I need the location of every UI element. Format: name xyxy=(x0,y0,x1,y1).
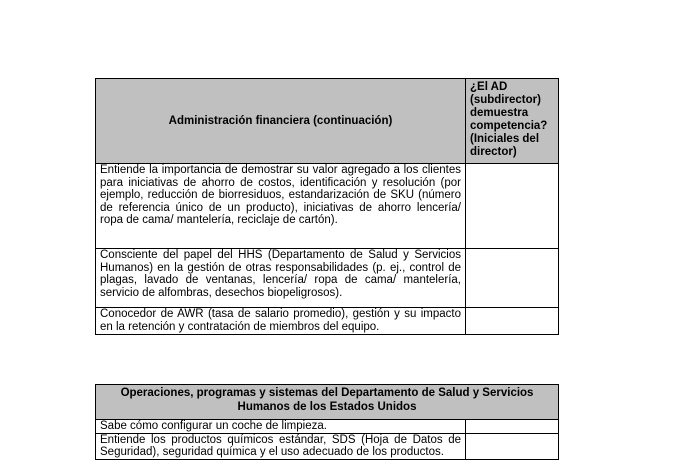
table-row xyxy=(96,420,559,434)
criterion-text: Conocedor de AWR (tasa de salario promedio), gestión y su impacto en la retención y contratación de miembros del equipo. xyxy=(96,308,466,335)
section-title: Administración financiera (continuación) xyxy=(96,79,466,164)
initials-cell[interactable] xyxy=(466,164,559,249)
criterion-text: Entiende los productos químicos estándar, SDS (Hoja de Datos de Seguridad), seguridad química y el uso adecuado de los productos. xyxy=(96,433,466,459)
initials-cell[interactable] xyxy=(466,249,559,308)
initials-cell[interactable] xyxy=(466,308,559,335)
criterion-text: Entiende la importancia de demostrar su valor agregado a los clientes para iniciativas de ahorro de costos, identificación y resolución (por ejemplo, reducción de biorresiduos, estandarización de SKU (número de referencia único de un producto), iniciativas de ahorro lencería/ ropa de cama/ mantelería, reciclaje de cartón). xyxy=(96,164,466,249)
criterion-text: Sabe cómo configurar un coche de limpieza. xyxy=(96,420,466,434)
section-title: Operaciones, programas y sistemas del Departamento de Salud y Servicios Humanos de los Estados Unidos xyxy=(96,385,559,420)
initials-cell[interactable] xyxy=(466,420,559,434)
table-row xyxy=(96,433,559,459)
table-row xyxy=(96,308,559,335)
competency-table-operations xyxy=(95,384,559,460)
competency-column-header: ¿El AD (subdirector) demuestra competencia? (Iniciales del director) xyxy=(466,79,559,164)
table-header-row xyxy=(96,79,559,164)
criterion-text: Consciente del papel del HHS (Departamento de Salud y Servicios Humanos) en la gestión de otras responsabilidades (p. ej., control de plagas, lavado de ventanas, lencería/ ropa de cama/ mantelería, servicio de alfombras, desechos biopeligrosos). xyxy=(96,249,466,308)
table-row xyxy=(96,249,559,308)
table-row xyxy=(96,164,559,249)
initials-cell[interactable] xyxy=(466,433,559,459)
competency-table-financial xyxy=(95,78,559,335)
table-header-row xyxy=(96,385,559,420)
